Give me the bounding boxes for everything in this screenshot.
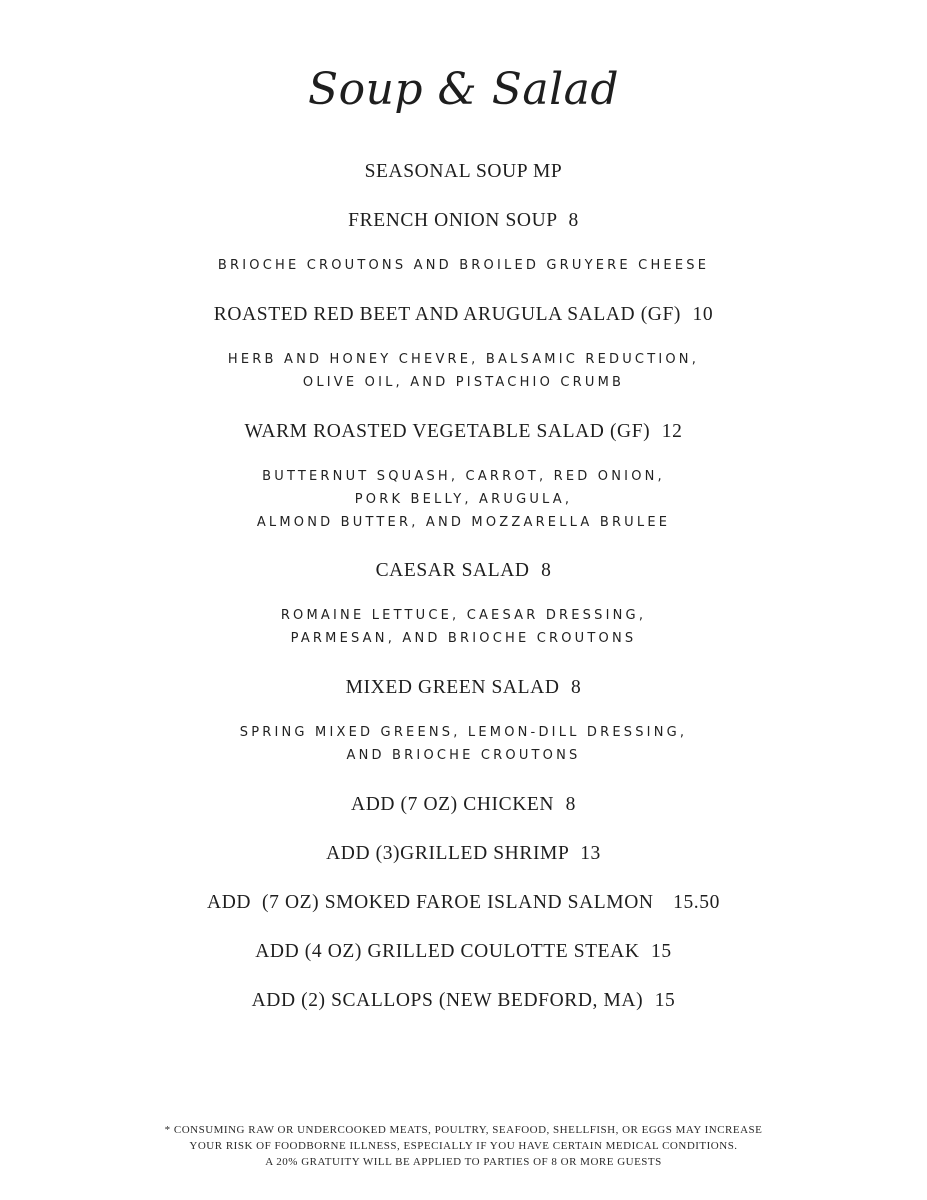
addon-price: 15 [654, 990, 676, 1011]
disclaimer-footer [0, 1122, 927, 1170]
disclaimer-line: A 20% GRATUITY WILL BE APPLIED TO PARTIES OF 8 OR MORE GUESTS [265, 1156, 662, 1168]
menu-item-name: ROASTED RED BEET AND ARUGULA SALAD (GF) [213, 304, 682, 325]
description-line: PARMESAN, AND BRIOCHE CROUTONS [290, 631, 637, 646]
menu-item-mixed-green-salad [0, 676, 927, 700]
disclaimer-line: YOUR RISK OF FOODBORNE ILLNESS, ESPECIALLY IF YOU HAVE CERTAIN MEDICAL CONDITIONS. [189, 1140, 738, 1152]
addon-name: ADD (7 OZ) SMOKED FAROE ISLAND SALMON [207, 892, 654, 913]
addon-shrimp [0, 842, 927, 866]
menu-item-description [0, 721, 927, 767]
description-line: SPRING MIXED GREENS, LEMON-DILL DRESSING, [239, 725, 688, 740]
menu-item-name: WARM ROASTED VEGETABLE SALAD (GF) [244, 421, 651, 442]
addon-chicken [0, 793, 927, 817]
disclaimer-line: * CONSUMING RAW OR UNDERCOOKED MEATS, POULTRY, SEAFOOD, SHELLFISH, OR EGGS MAY INCREASE [164, 1124, 763, 1136]
addon-price: 8 [565, 794, 576, 815]
menu-item-description [0, 604, 927, 650]
page-title: Soup & Salad [307, 64, 620, 115]
menu-item-seasonal-soup [0, 160, 927, 184]
menu-item-price: 8 [570, 677, 582, 698]
description-line: OLIVE OIL, AND PISTACHIO CRUMB [302, 375, 625, 390]
menu-item-name: CAESAR SALAD [375, 560, 530, 581]
menu-item-french-onion-soup [0, 209, 927, 233]
addon-steak [0, 940, 927, 964]
addon-price: 15 [651, 941, 672, 962]
addon-name: ADD (7 OZ) CHICKEN [351, 794, 555, 815]
description-line: BUTTERNUT SQUASH, CARROT, RED ONION, [262, 469, 665, 484]
menu-item-name: MIXED GREEN SALAD [345, 677, 560, 698]
menu-item-price: 10 [692, 304, 714, 325]
addon-name: ADD (4 OZ) GRILLED COULOTTE STEAK [255, 941, 640, 962]
addon-price: 13 [580, 843, 601, 864]
menu-item-price: 12 [661, 421, 683, 442]
addon-name: ADD (3)GRILLED SHRIMP [326, 843, 569, 864]
description-line: PORK BELLY, ARUGULA, [354, 492, 573, 507]
menu-item-description [0, 348, 927, 394]
menu-item-beet-salad [0, 303, 927, 327]
addon-price: 15.50 [673, 892, 720, 913]
addon-name: ADD (2) SCALLOPS (NEW BEDFORD, MA) [251, 990, 644, 1011]
menu-item-description [0, 254, 927, 277]
menu-item-description [0, 465, 927, 534]
menu-item-price: 8 [568, 210, 579, 231]
menu-item-price: 8 [541, 560, 552, 581]
description-line: AND BRIOCHE CROUTONS [346, 748, 581, 763]
menu-item-name: SEASONAL SOUP MP [364, 161, 563, 182]
description-line: HERB AND HONEY CHEVRE, BALSAMIC REDUCTION, [227, 352, 700, 367]
description-line: ROMAINE LETTUCE, CAESAR DRESSING, [280, 608, 647, 623]
description-line: BRIOCHE CROUTONS AND BROILED GRUYERE CHEESE [217, 258, 710, 273]
addon-salmon [0, 891, 927, 915]
menu-item-name: FRENCH ONION SOUP [348, 210, 557, 231]
menu-item-vegetable-salad [0, 420, 927, 444]
description-line: ALMOND BUTTER, AND MOZZARELLA BRULEE [256, 515, 671, 530]
menu-item-caesar-salad [0, 559, 927, 583]
addon-scallops [0, 989, 927, 1013]
